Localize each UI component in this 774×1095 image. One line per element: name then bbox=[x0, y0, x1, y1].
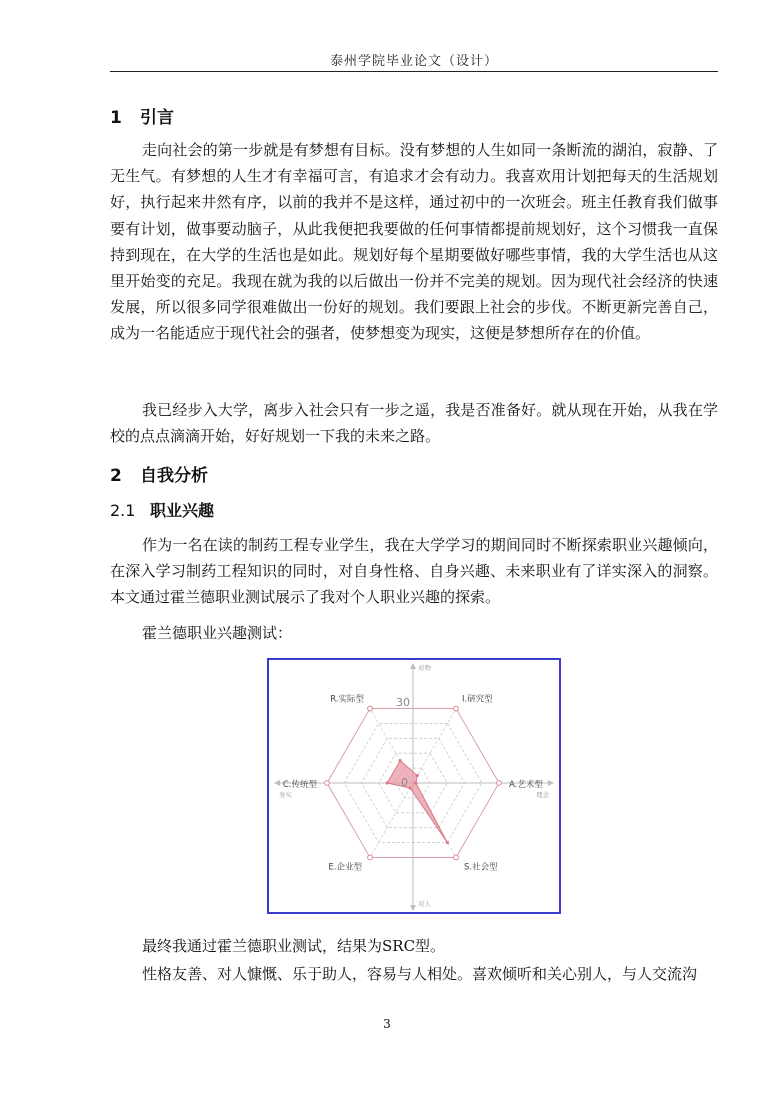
radar-vertex-dot bbox=[368, 706, 373, 711]
page-number: 3 bbox=[383, 1017, 391, 1031]
arrow-left-icon bbox=[274, 780, 280, 786]
section-number: 1 bbox=[110, 108, 122, 128]
radar-category-label: S.社会型 bbox=[464, 862, 498, 873]
radar-axis-label-top: 对物 bbox=[418, 664, 431, 672]
subsection-title: 职业兴趣 bbox=[150, 501, 215, 520]
radar-category-label: E.企业型 bbox=[328, 862, 362, 873]
radar-category-label: R.实际型 bbox=[330, 694, 364, 705]
radar-data-point bbox=[409, 786, 412, 789]
section-heading-introduction bbox=[110, 103, 174, 128]
radar-data-point bbox=[416, 774, 419, 777]
arrow-up-icon bbox=[410, 663, 416, 669]
radar-vertex-dot bbox=[454, 706, 459, 711]
radar-data-point bbox=[446, 841, 449, 844]
radar-data-area bbox=[387, 761, 447, 843]
radar-spoke bbox=[413, 709, 456, 783]
radar-category-label: A.艺术型 bbox=[509, 780, 543, 790]
radar-data-point bbox=[386, 781, 389, 784]
paragraph-interest-2: 霍兰德职业兴趣测试： bbox=[142, 624, 293, 642]
radar-vertex-dot bbox=[454, 855, 459, 860]
section-title: 自我分析 bbox=[140, 466, 208, 486]
subsection-number: 2.1 bbox=[110, 501, 136, 520]
radar-tick-label-max: 30 bbox=[396, 696, 410, 709]
radar-data-point bbox=[414, 781, 417, 784]
radar-category-label: C.传统型 bbox=[282, 780, 317, 790]
holland-radar-chart bbox=[267, 658, 561, 914]
radar-vertex-dot bbox=[325, 781, 330, 786]
paragraph-result: 最终我通过霍兰德职业测试，结果为SRC型。 bbox=[142, 937, 446, 955]
radar-vertex-dot bbox=[368, 855, 373, 860]
paragraph-personality: 性格友善、对人慷慨、乐于助人，容易与人相处。喜欢倾听和关心别人，与人交流沟 bbox=[142, 965, 698, 983]
paragraph-interest-1: 作为一名在读的制药工程专业学生，我在大学学习的期间同时不断探索职业兴趣倾向，在深入学习制药工程知识的同时，对自身性格、自身兴趣、未来职业有了详实深入的洞察。本文通过霍兰德职业测试展示了我对个人职业兴趣的探索。 bbox=[110, 536, 718, 607]
paragraph-intro-2: 我已经步入大学，离步入社会只有一步之遥，我是否准备好。就从现在开始，从我在学校的点点滴滴开始，好好规划一下我的未来之路。 bbox=[110, 401, 718, 446]
paragraph-intro-1: 走向社会的第一步就是有梦想有目标。没有梦想的人生如同一条断流的湖泊，寂静、了无生气。有梦想的人生才有幸福可言，有追求才会有动力。我喜欢用计划把每天的生活规划好，执行起来井然有序，以前的我并不是这样，通过初中的一次班会。班主任教育我们做事要有计划，做事要动脑子，从此我便把我要做的任何事情都提前规划好，这个习惯我一直保持到现在，在大学的生活也是如此。规划好每个星期要做好哪些事情，我的大学生活也从这里开始变的充足。我现在就为我的以后做出一份并不完美的规划。因为现代社会经济的快速发展，所以很多同学很难做出一份好的规划。我们要跟上社会的步伐。不断更新完善自己，成为一名能适应于现代社会的强者，使梦想变为现实，这便是梦想所存在的价值。 bbox=[110, 141, 718, 343]
radar-vertex-dot bbox=[497, 781, 502, 786]
arrow-down-icon bbox=[410, 905, 416, 911]
radar-axis-label-left: 务实 bbox=[279, 791, 292, 799]
radar-spoke bbox=[370, 783, 413, 857]
radar-category-label: I.研究型 bbox=[462, 694, 493, 705]
header-rule bbox=[110, 71, 718, 72]
section-heading-self-analysis bbox=[110, 461, 208, 486]
arrow-right-icon bbox=[548, 780, 554, 786]
section-number: 2 bbox=[110, 466, 122, 486]
radar-tick-label-min: 0 bbox=[401, 776, 408, 789]
page-header: 泰州学院毕业论文（设计） bbox=[329, 54, 498, 69]
radar-chart-svg bbox=[269, 660, 559, 912]
radar-axis-label-right: 理念 bbox=[536, 791, 549, 799]
radar-data-point bbox=[399, 759, 402, 762]
section-title: 引言 bbox=[140, 108, 174, 128]
radar-axis-label-bottom: 对人 bbox=[418, 900, 431, 908]
subsection-heading-career-interest bbox=[110, 498, 214, 521]
